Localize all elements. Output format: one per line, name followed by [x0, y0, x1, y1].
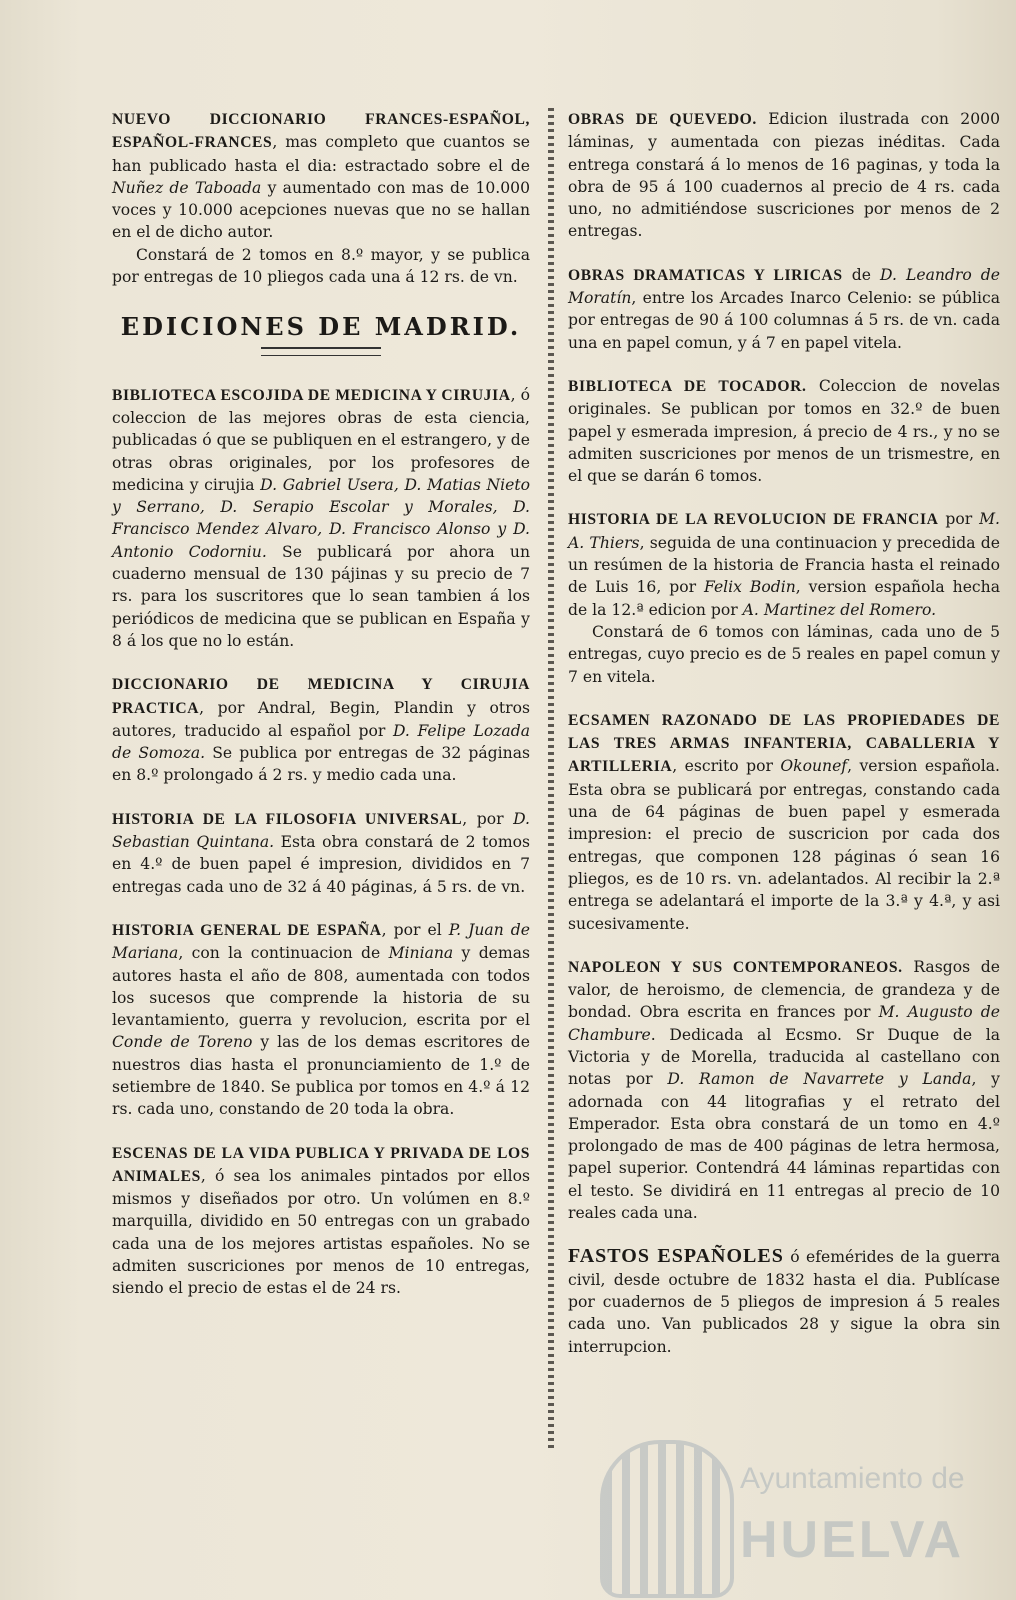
entry-text: Se publicará por ahora un cuaderno mensual de 130 pájinas y su precio de 7 rs. para los suscritores que lo sean tambien á los periódicos de medicina que se publican en España y 8 á los que no lo están. — [112, 542, 530, 650]
entry-text: , y adornada con 44 litografias y el retrato del Emperador. Esta obra constará de un tomo en 4.º prolongado de mas de 400 páginas de letra hermosa, papel superior. Contendrá 44 láminas repartidas con el testo. Se dividirá en 11 entregas al precio de 10 reales cada una. — [568, 1070, 1000, 1223]
watermark-line2: HUELVA — [740, 1511, 965, 1569]
entry-fastos-espanoles — [568, 1245, 1000, 1357]
entry-text: , por — [462, 809, 514, 828]
entry-text: por — [938, 510, 980, 529]
entry-translator: D. Ramon de Navarrete y Landa — [667, 1070, 972, 1089]
entry-title: BIBLIOTECA ESCOJIDA DE MEDICINA Y CIRUJIA — [112, 386, 511, 404]
entry-author: P. Juan de Mariana — [112, 920, 531, 963]
entry-title: OBRAS DRAMATICAS Y LIRICAS — [568, 266, 843, 284]
entry-text: , mas completo que cuantos se han publicado hasta el dia: estractado sobre el de — [112, 133, 530, 175]
entry-author: M. Augusto de Chambure — [568, 1003, 1000, 1044]
section-title: EDICIONES DE MADRID. — [120, 312, 522, 342]
entry-text: , seguida de una continuacion y precedida de un resúmen de la historia de Francia hasta el reinado de Luis 16, por — [568, 533, 1000, 597]
ornamental-rule — [261, 347, 381, 356]
entry-text: y aumentado con mas de 10.000 voces y 10.000 acepciones nuevas que no se hallan en el de dicho autor. — [112, 178, 531, 242]
watermark-line1: Ayuntamiento de — [740, 1462, 965, 1495]
entry-text: Coleccion de novelas originales. Se publican por tomos en 32.º de buen papel y esmerada impresion, á precio de 4 rs., y no se admiten suscriciones por menos de un trismestre, en el que se darán 6 tomos. — [568, 376, 1000, 486]
entry-authors: D. Gabriel Usera, D. Matias Nieto y Serrano, D. Serapio Escolar y Morales, D. Francisco Mendez Alvaro, D. Francisco Alonso y D. Antonio Codorniu. — [112, 475, 530, 561]
entry-biblioteca-medicina — [112, 384, 530, 653]
entry-biblioteca-tocador — [568, 375, 1000, 487]
entry-napoleon — [568, 956, 1000, 1225]
entry-title: ESCENAS DE LA VIDA PUBLICA Y PRIVADA DE LOS ANIMALES — [112, 1144, 530, 1185]
entry-escenas-animales — [112, 1142, 530, 1300]
entry-author: Miniana — [388, 944, 454, 963]
entry-diccionario-medicina — [112, 673, 530, 786]
column-divider — [548, 108, 554, 1448]
entry-text: de — [842, 265, 881, 284]
entry-author: Felix Bodin — [703, 578, 796, 597]
entry-diccionario-frances — [112, 108, 530, 288]
entry-translator: A. Martinez del Romero. — [742, 600, 937, 619]
entry-translator: D. Felipe Lozada de Somoza. — [112, 721, 531, 763]
right-column — [568, 108, 1000, 1379]
entry-ecsamen-armas — [568, 709, 1000, 935]
entry-author: Nuñez de Taboada — [112, 178, 262, 197]
entry-text: Se publica por entregas de 32 páginas en 8.º prolongado á 2 rs. y medio cada una. — [112, 744, 530, 785]
entry-title: HISTORIA GENERAL DE ESPAÑA — [112, 921, 382, 939]
entry-title: NUEVO DICCIONARIO FRANCES-ESPAÑOL, ESPAÑOL-FRANCES — [112, 111, 530, 152]
entry-obras-moratin — [568, 264, 1000, 354]
entry-paragraph: Constará de 6 tomos con láminas, cada uno de 5 entregas, cuyo precio es de 5 reales en papel comun y 7 en vitela. — [568, 622, 1000, 686]
entry-author: D. Sebastian Quintana. — [112, 809, 531, 852]
entry-text: Rasgos de valor, de heroismo, de clemencia, de grandeza y de bondad. Obra escrita en frances por — [568, 957, 1000, 1022]
entry-text: Edicion ilustrada con 2000 láminas, y aumentada con piezas inéditas. Cada entrega constará á lo menos de 16 paginas, y toda la obra de 95 á 100 cuadernos al precio de 4 rs. cada uno, no admitiéndose suscriciones por menos de 2 entregas. — [568, 110, 1000, 241]
left-column — [112, 108, 530, 1321]
entry-author: D. Leandro de Moratín — [568, 265, 1001, 308]
entry-text: , version española. Esta obra se publicará por entregas, constando cada una de 64 páginas de buen papel y esmerada impresion: el precio de suscricion por cada dos entregas, que componen 128 páginas ó sean 16 pliegos, es de 10 rs. vn. adelantados. Al recibir la 2.ª entrega se adelantará el importe de la 3.ª y 4.ª, y asi sucesivamente. — [568, 757, 1000, 933]
coat-of-arms-icon — [600, 1440, 734, 1598]
entry-historia-filosofia — [112, 808, 530, 898]
entry-title: FASTOS ESPAÑOLES — [568, 1245, 784, 1268]
entry-author: Conde de Toreno — [112, 1033, 253, 1052]
entry-text: Esta obra constará de 2 tomos en 4.º de buen papel é impresion, divididos en 7 entregas cada uno de 32 á 40 páginas, á 5 rs. de vn. — [112, 833, 530, 896]
entry-historia-espana — [112, 919, 530, 1121]
entry-text: . Dedicada al Ecsmo. Sr Duque de la Victoria y de Morella, traducida al castellano con notas por — [568, 1025, 1000, 1089]
entry-text: , entre los Arcades Inarco Celenio: se pública por entregas de 90 á 100 columnas á 5 rs. de vn. cada una en papel comun, y á 7 en papel vitela. — [568, 289, 1000, 352]
entry-paragraph: Constará de 2 tomos en 8.º mayor, y se publica por entregas de 10 pliegos cada una á 12 rs. de vn. — [112, 245, 530, 287]
entry-title: ECSAMEN RAZONADO DE LAS PROPIEDADES DE LAS TRES ARMAS INFANTERIA, CABALLERIA Y ARTILLERIA — [568, 711, 1000, 776]
entry-text: , ó coleccion de las mejores obras de esta ciencia, publicadas ó que se publiquen en el estrangero, y de otras obras originales, por los profesores de medicina y cirujia — [112, 385, 530, 494]
entry-title: NAPOLEON Y SUS CONTEMPORANEOS. — [568, 958, 903, 976]
entry-text: y demas autores hasta el año de 808, aumentada con todos los sucesos que comprende la historia de su levantamiento, guerra y revolucion, escrita por el — [112, 944, 530, 1030]
entry-text: , por Andral, Begin, Plandin y otros autores, traducido al español por — [112, 698, 530, 740]
entry-text: , version española hecha de la 12.ª edicion por — [568, 578, 1001, 619]
entry-author: M. A. Thiers — [568, 510, 1000, 552]
entry-obras-quevedo — [568, 108, 1000, 243]
entry-text: , con la continuacion de — [178, 944, 389, 963]
watermark — [600, 1440, 965, 1590]
entry-revolucion-francia — [568, 508, 1000, 687]
entry-title: BIBLIOTECA DE TOCADOR. — [568, 377, 807, 395]
entry-title: DICCIONARIO DE MEDICINA Y CIRUJIA PRACTICA — [112, 676, 530, 717]
entry-text: , escrito por — [672, 757, 781, 776]
entry-text: y las de los demas escritores de nuestros dias hasta el pronunciamiento de 1.º de setiembre de 1840. Se publica por tomos en 4.º á 12 rs. cada uno, constando de 20 toda la obra. — [112, 1033, 531, 1119]
entry-text: ó efemérides de la guerra civil, desde octubre de 1832 hasta el dia. Publícase por cuadernos de 5 pliegos de impresion á 5 reales cada uno. Van publicados 28 y sigue la obra sin interrupcion. — [568, 1248, 1000, 1356]
entry-title: HISTORIA DE LA REVOLUCION DE FRANCIA — [568, 511, 939, 529]
entry-text: , por el — [381, 920, 449, 939]
entry-author: Okounef — [780, 757, 848, 776]
entry-text: , ó sea los animales pintados por ellos mismos y diseñados por otro. Un volúmen en 8.º marquilla, dividido en 50 entregas con un grabado cada una de los mejores artistas españoles. No se admiten suscriciones por menos de 10 entregas, siendo el precio de estas el de 24 rs. — [112, 1166, 530, 1298]
entry-title: OBRAS DE QUEVEDO. — [568, 111, 757, 128]
entry-title: HISTORIA DE LA FILOSOFIA UNIVERSAL — [112, 810, 463, 828]
